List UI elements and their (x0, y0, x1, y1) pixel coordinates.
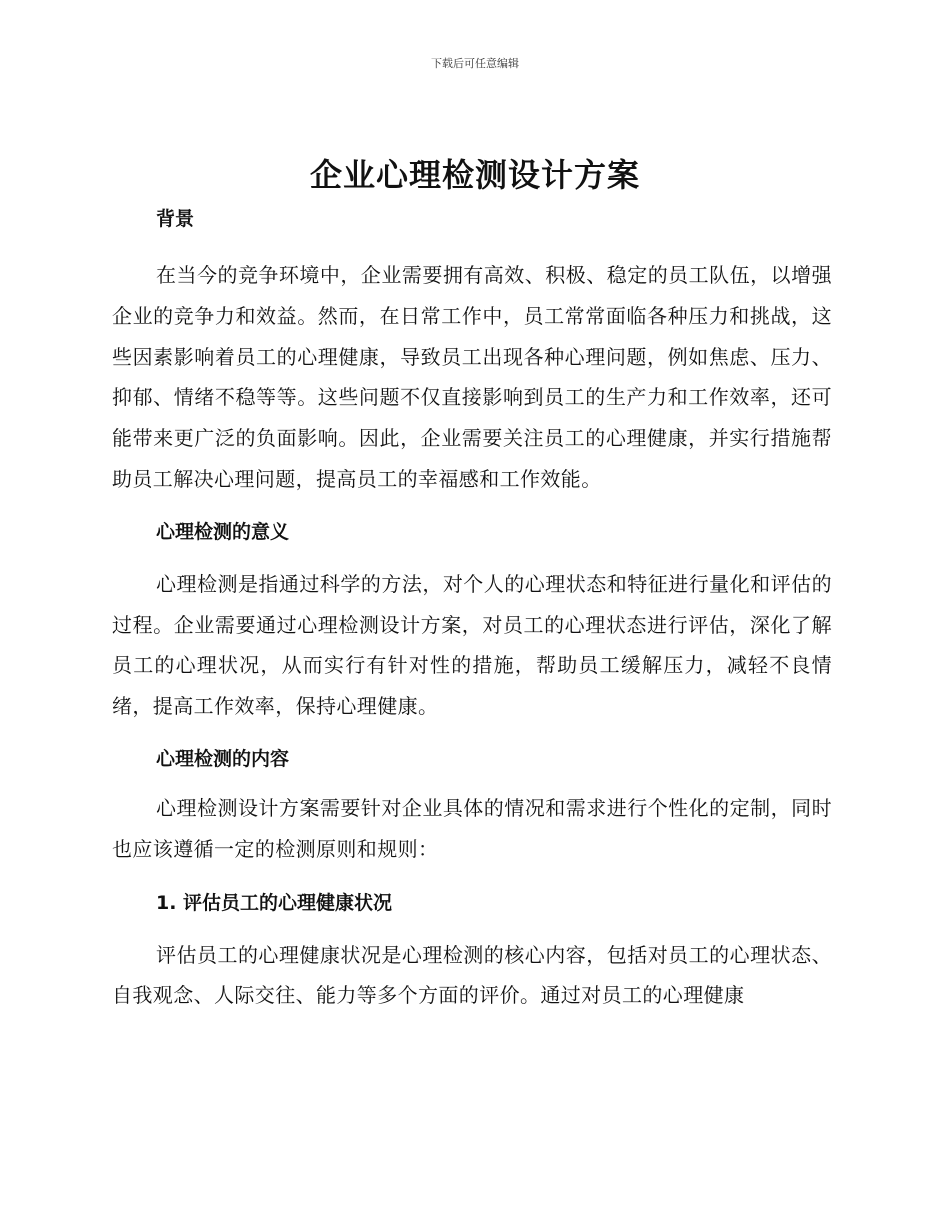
section-paragraph: 评估员工的心理健康状况是心理检测的核心内容，包括对员工的心理状态、自我观念、人际交往、能力等多个方面的评价。通过对员工的心理健康 (112, 942, 832, 1008)
section-heading: 心理检测的意义 (156, 520, 290, 543)
section-paragraph: 心理检测是指通过科学的方法，对个人的心理状态和特征进行量化和评估的过程。企业需要通过心理检测设计方案，对员工的心理状态进行评估，深化了解员工的心理状况，从而实行有针对性的措施，帮助员工缓解压力，减轻不良情绪，提高工作效率，保持心理健康。 (112, 571, 832, 719)
document-title: 企业心理检测设计方案 (309, 156, 640, 194)
document-body (112, 200, 832, 1016)
section-assessment (112, 884, 832, 1017)
section-significance (112, 513, 832, 727)
section-content (112, 740, 832, 870)
section-heading: 背景 (156, 208, 195, 230)
section-background (112, 200, 832, 500)
section-paragraph: 心理检测设计方案需要针对企业具体的情况和需求进行个性化的定制，同时也应该遵循一定的检测原则和规则： (112, 795, 832, 861)
section-paragraph: 在当今的竞争环境中，企业需要拥有高效、积极、稳定的员工队伍，以增强企业的竞争力和效益。然而，在日常工作中，员工常常面临各种压力和挑战，这些因素影响着员工的心理健康，导致员工出现各种心理问题，例如焦虑、压力、抑郁、情绪不稳等等。这些问题不仅直接影响到员工的生产力和工作效率，还可能带来更广泛的负面影响。因此，企业需要关注员工的心理健康，并实行措施帮助员工解决心理问题，提高员工的幸福感和工作效能。 (112, 263, 832, 491)
section-heading: 1. 评估员工的心理健康状况 (156, 891, 393, 914)
running-header: 下载后可任意编辑 (431, 57, 519, 70)
section-heading: 心理检测的内容 (156, 747, 290, 770)
